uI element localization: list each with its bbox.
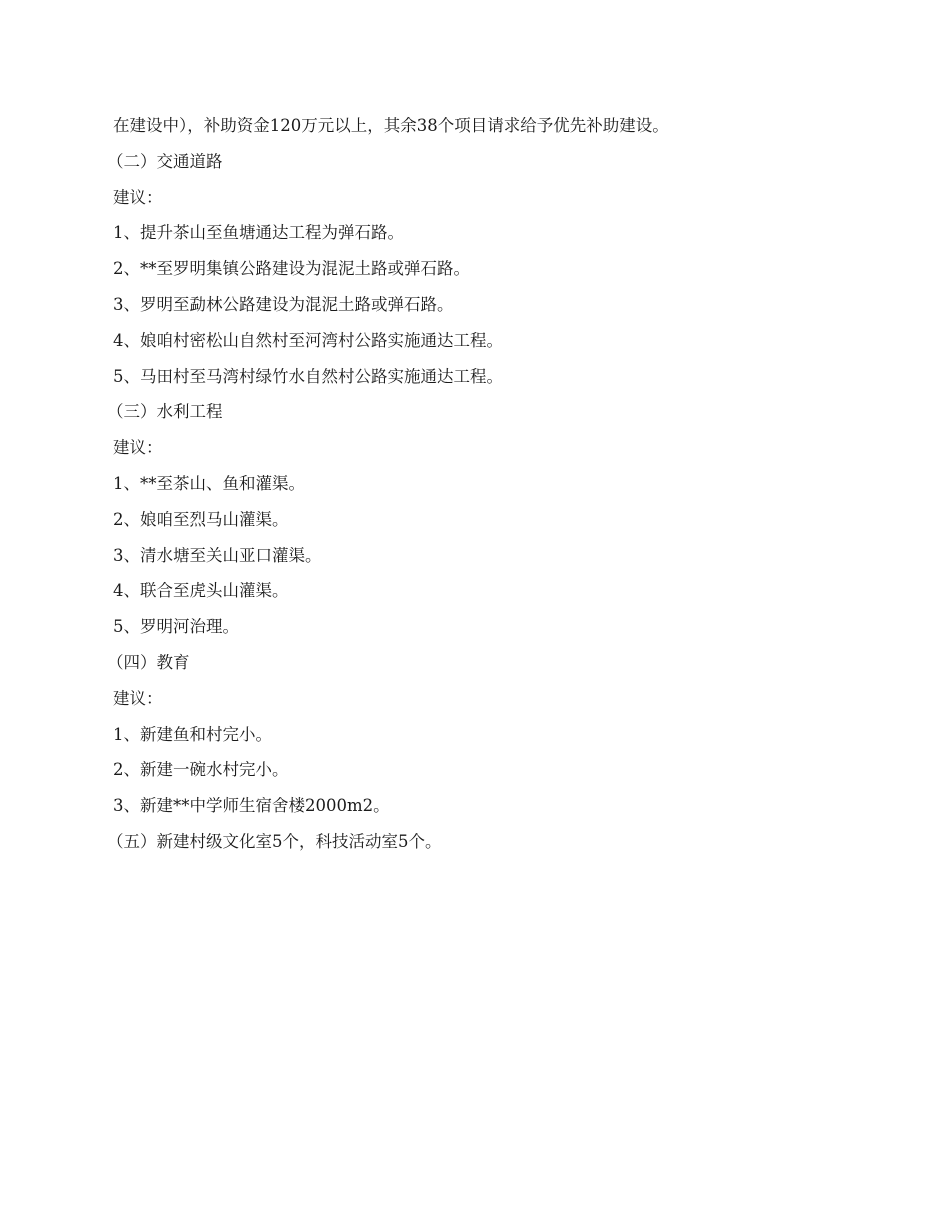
list-item: 1、新建鱼和村完小。 (113, 724, 272, 744)
list-item: 2、娘咱至烈马山灌渠。 (113, 509, 289, 529)
suggestion-label: 建议： (113, 688, 163, 708)
section-heading-culture: （五）新建村级文化室5个，科技活动室5个。 (107, 831, 442, 851)
suggestion-label: 建议： (113, 187, 163, 207)
list-item: 5、罗明河治理。 (113, 617, 239, 637)
list-item: 1、提升茶山至鱼塘通达工程为弹石路。 (113, 223, 404, 243)
section-heading-education: （四）教育 (107, 652, 190, 672)
list-item: 2、**至罗明集镇公路建设为混泥土路或弹石路。 (113, 259, 470, 279)
section-heading-transport: （二）交通道路 (107, 151, 223, 171)
list-item: 3、清水塘至关山亚口灌渠。 (113, 545, 322, 565)
list-item: 3、罗明至勐林公路建设为混泥土路或弹石路。 (113, 294, 454, 314)
suggestion-label: 建议： (113, 438, 163, 458)
list-item: 1、**至茶山、鱼和灌渠。 (113, 473, 305, 493)
list-item: 4、娘咱村密松山自然村至河湾村公路实施通达工程。 (113, 330, 503, 350)
list-item: 5、马田村至马湾村绿竹水自然村公路实施通达工程。 (113, 366, 503, 386)
paragraph-continuation: 在建设中），补助资金120万元以上，其余38个项目请求给予优先补助建设。 (113, 116, 669, 135)
list-item: 2、新建一碗水村完小。 (113, 760, 289, 780)
section-heading-water: （三）水利工程 (107, 402, 223, 422)
list-item: 4、联合至虎头山灌渠。 (113, 581, 289, 601)
list-item: 3、新建**中学师生宿舍楼2000m2。 (113, 796, 390, 816)
document-body (107, 108, 853, 860)
